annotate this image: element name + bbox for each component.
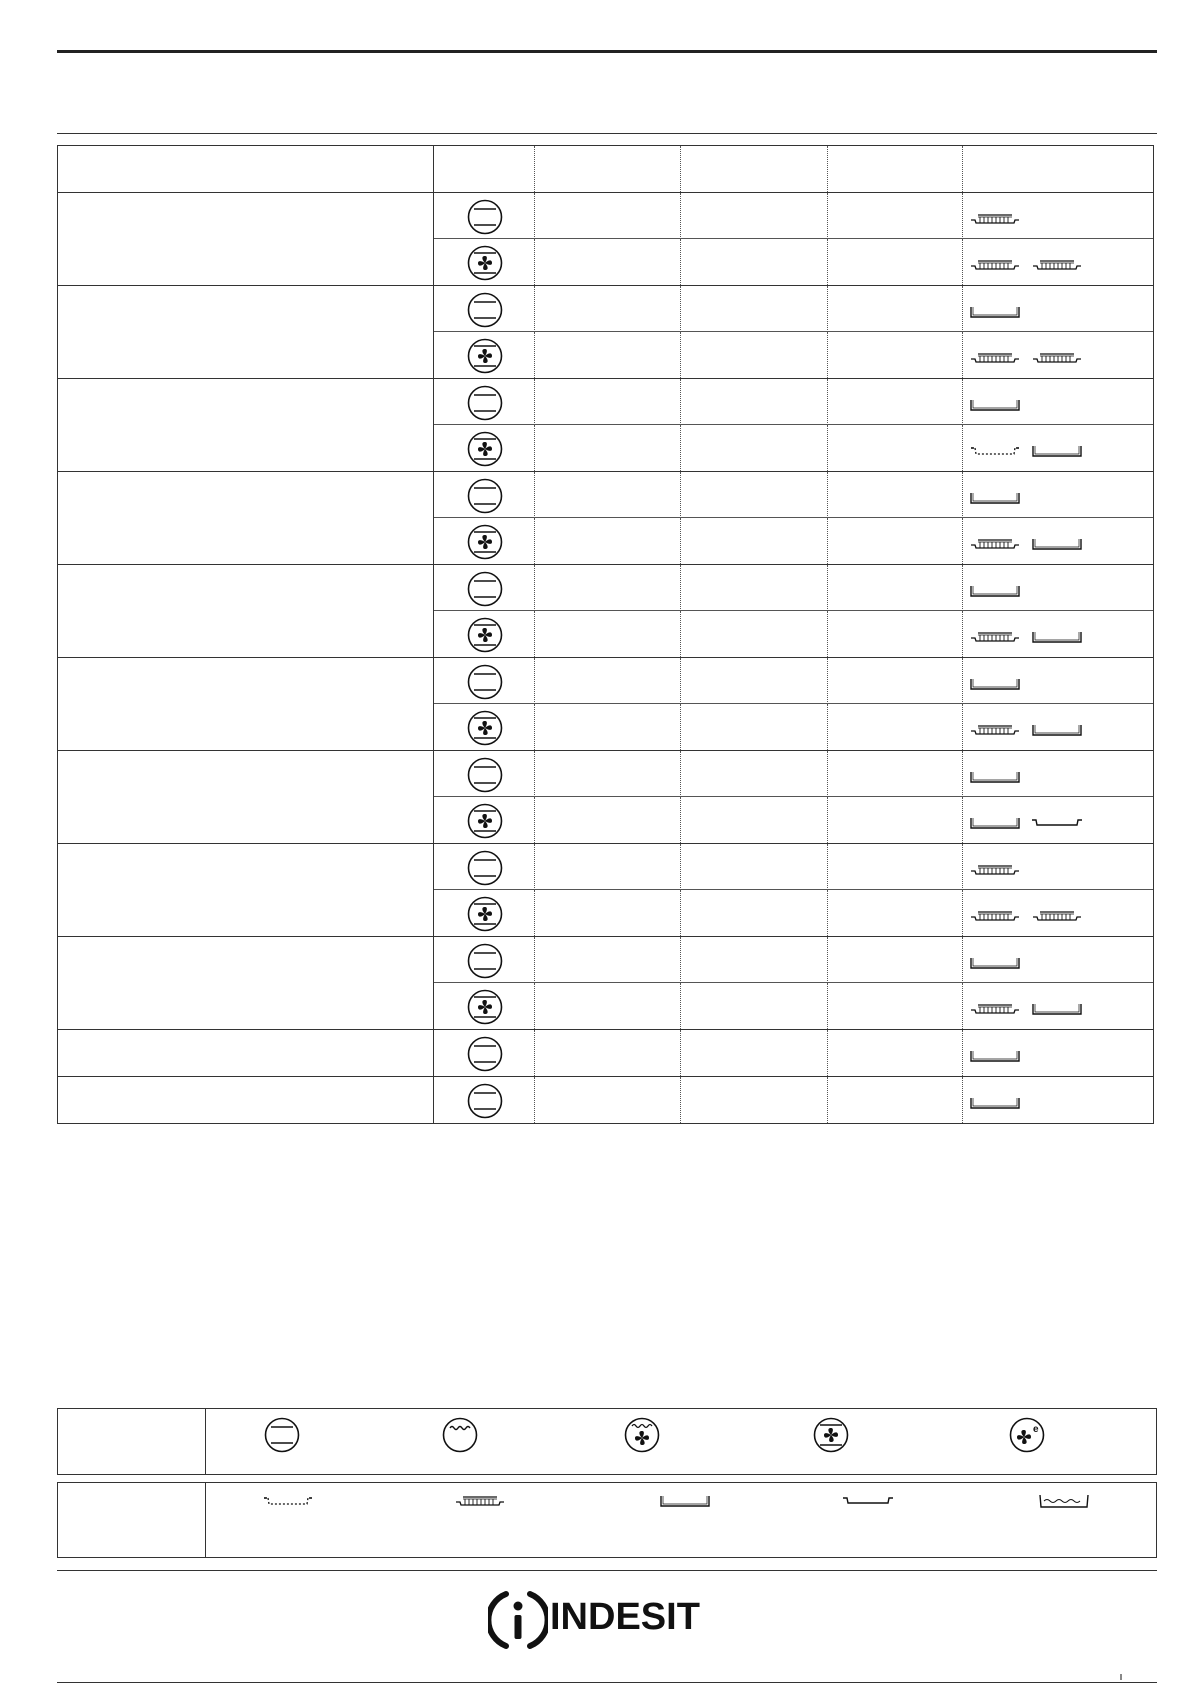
table-row-group xyxy=(58,658,1153,751)
accessory-legend-divider xyxy=(205,1483,206,1557)
table-row xyxy=(58,472,1153,518)
column-divider xyxy=(534,565,535,611)
conventional-icon xyxy=(467,385,503,421)
column-divider xyxy=(680,239,681,285)
bottom-rule xyxy=(57,1682,1157,1683)
column-divider xyxy=(962,844,963,890)
baking-tray-icon xyxy=(1031,443,1083,459)
column-divider xyxy=(534,937,535,983)
column-divider xyxy=(962,286,963,332)
header-column-divider xyxy=(433,146,434,192)
forced-air-icon xyxy=(467,338,503,374)
header-cell xyxy=(58,146,59,147)
function-legend-title xyxy=(58,1409,59,1410)
column-divider xyxy=(680,425,681,471)
forced-air-icon xyxy=(467,896,503,932)
wire-shelf-icon xyxy=(454,1494,506,1508)
column-divider xyxy=(680,658,681,704)
column-divider xyxy=(680,937,681,983)
table-row xyxy=(58,1030,1153,1076)
table-row xyxy=(58,1077,1153,1123)
wire-shelf-icon xyxy=(969,211,1021,227)
forced-air-icon xyxy=(467,617,503,653)
brand-wordmark: INDESIT xyxy=(550,1596,700,1638)
column-divider xyxy=(433,751,434,797)
wire-shelf-icon xyxy=(969,1001,1021,1017)
forced-air-icon xyxy=(467,710,503,746)
column-divider xyxy=(680,565,681,611)
column-divider xyxy=(827,890,828,936)
column-divider xyxy=(433,611,434,657)
conventional-icon xyxy=(467,1083,503,1119)
column-divider xyxy=(534,658,535,704)
column-divider xyxy=(534,472,535,518)
column-divider xyxy=(962,518,963,564)
column-divider xyxy=(680,751,681,797)
column-divider xyxy=(433,332,434,378)
column-divider xyxy=(534,518,535,564)
baking-tray-icon xyxy=(969,815,1021,831)
drip-tray-icon xyxy=(842,1494,894,1508)
column-divider xyxy=(962,239,963,285)
baking-tray-icon xyxy=(969,397,1021,413)
baking-tray-icon xyxy=(969,955,1021,971)
column-divider xyxy=(827,751,828,797)
conventional-icon xyxy=(467,478,503,514)
forced-air-icon xyxy=(813,1417,849,1453)
column-divider xyxy=(680,1077,681,1123)
column-divider xyxy=(433,472,434,518)
column-divider xyxy=(534,890,535,936)
column-divider xyxy=(962,704,963,750)
drip-tray-icon xyxy=(1031,815,1083,831)
table-row-group xyxy=(58,565,1153,658)
table-row-group xyxy=(58,379,1153,472)
column-divider xyxy=(827,844,828,890)
column-divider xyxy=(534,379,535,425)
baking-tray-icon xyxy=(969,769,1021,785)
cooking-table xyxy=(57,145,1154,1124)
column-divider xyxy=(433,704,434,750)
column-divider xyxy=(962,937,963,983)
baking-tray-icon xyxy=(969,1048,1021,1064)
column-divider xyxy=(433,379,434,425)
wire-shelf-icon xyxy=(969,908,1021,924)
column-divider xyxy=(534,332,535,378)
column-divider xyxy=(534,704,535,750)
table-row xyxy=(58,565,1153,611)
table-row-group xyxy=(58,193,1153,286)
water-tray-icon xyxy=(1038,1494,1090,1508)
baking-tray-icon xyxy=(1031,1001,1083,1017)
grill-rack-icon xyxy=(969,443,1021,459)
baking-tray-icon xyxy=(1031,629,1083,645)
header-cell xyxy=(58,146,59,147)
conventional-icon xyxy=(467,199,503,235)
column-divider xyxy=(534,797,535,843)
conventional-icon xyxy=(467,757,503,793)
baking-tray-icon xyxy=(969,304,1021,320)
table-row-group xyxy=(58,937,1153,1030)
column-divider xyxy=(433,425,434,471)
baking-tray-icon xyxy=(1031,536,1083,552)
table-row xyxy=(58,332,1153,378)
column-divider xyxy=(433,518,434,564)
baking-tray-icon xyxy=(969,1095,1021,1111)
table-row xyxy=(58,890,1153,936)
column-divider xyxy=(680,332,681,378)
baking-tray-icon xyxy=(969,676,1021,692)
header-rule xyxy=(57,133,1157,134)
header-column-divider xyxy=(534,146,535,192)
column-divider xyxy=(962,1077,963,1123)
conventional-icon xyxy=(467,1036,503,1072)
column-divider xyxy=(962,797,963,843)
column-divider xyxy=(534,983,535,1029)
column-divider xyxy=(433,286,434,332)
column-divider xyxy=(680,983,681,1029)
wire-shelf-icon xyxy=(969,257,1021,273)
column-divider xyxy=(534,286,535,332)
forced-air-icon xyxy=(467,245,503,281)
column-divider xyxy=(680,518,681,564)
column-divider xyxy=(433,193,434,239)
column-divider xyxy=(680,379,681,425)
forced-air-icon xyxy=(467,431,503,467)
conventional-icon xyxy=(467,292,503,328)
wire-shelf-icon xyxy=(969,629,1021,645)
table-row xyxy=(58,518,1153,564)
table-row-group xyxy=(58,286,1153,379)
header-cell xyxy=(58,146,59,147)
function-legend-divider xyxy=(205,1409,206,1474)
table-row-group xyxy=(58,472,1153,565)
wire-shelf-icon xyxy=(969,350,1021,366)
column-divider xyxy=(534,193,535,239)
conventional-icon xyxy=(467,571,503,607)
wire-shelf-icon xyxy=(1031,908,1083,924)
column-divider xyxy=(962,751,963,797)
column-divider xyxy=(827,1077,828,1123)
logo-emblem-icon xyxy=(488,1588,548,1652)
table-row xyxy=(58,379,1153,425)
footer-rule xyxy=(57,1570,1157,1571)
column-divider xyxy=(534,611,535,657)
table-row xyxy=(58,286,1153,332)
column-divider xyxy=(962,332,963,378)
header-cell xyxy=(58,146,59,147)
column-divider xyxy=(827,565,828,611)
column-divider xyxy=(962,611,963,657)
column-divider xyxy=(962,472,963,518)
brand-logo xyxy=(488,1586,728,1656)
column-divider xyxy=(827,937,828,983)
wire-shelf-icon xyxy=(1031,257,1083,273)
column-divider xyxy=(433,658,434,704)
column-divider xyxy=(534,844,535,890)
table-row xyxy=(58,983,1153,1029)
table-row xyxy=(58,425,1153,471)
column-divider xyxy=(827,332,828,378)
header-cell xyxy=(58,146,59,147)
baking-tray-icon xyxy=(969,583,1021,599)
table-header xyxy=(58,146,1153,193)
table-row-group xyxy=(58,1030,1153,1077)
column-divider xyxy=(962,1030,963,1076)
column-divider xyxy=(433,1077,434,1123)
eco-forced-air-icon xyxy=(1009,1417,1045,1453)
column-divider xyxy=(433,890,434,936)
column-divider xyxy=(827,518,828,564)
column-divider xyxy=(534,1077,535,1123)
column-divider xyxy=(433,983,434,1029)
column-divider xyxy=(827,239,828,285)
column-divider xyxy=(827,193,828,239)
baking-tray-icon xyxy=(969,490,1021,506)
column-divider xyxy=(962,565,963,611)
column-divider xyxy=(680,844,681,890)
conventional-icon xyxy=(467,850,503,886)
header-column-divider xyxy=(827,146,828,192)
table-row xyxy=(58,751,1153,797)
column-divider xyxy=(433,844,434,890)
column-divider xyxy=(534,1030,535,1076)
column-divider xyxy=(433,797,434,843)
accessory-legend xyxy=(57,1482,1157,1558)
table-row xyxy=(58,658,1153,704)
column-divider xyxy=(827,611,828,657)
table-row xyxy=(58,937,1153,983)
baking-tray-icon xyxy=(1031,722,1083,738)
wire-shelf-icon xyxy=(969,536,1021,552)
column-divider xyxy=(827,472,828,518)
baking-tray-icon xyxy=(659,1494,711,1508)
column-divider xyxy=(680,1030,681,1076)
table-row xyxy=(58,704,1153,750)
table-row-group xyxy=(58,844,1153,937)
wire-shelf-icon xyxy=(969,722,1021,738)
table-row-group xyxy=(58,1077,1153,1123)
grill-icon xyxy=(442,1417,478,1453)
column-divider xyxy=(962,890,963,936)
function-legend xyxy=(57,1408,1157,1475)
top-rule xyxy=(57,50,1157,53)
conventional-icon xyxy=(467,664,503,700)
column-divider xyxy=(827,797,828,843)
column-divider xyxy=(680,611,681,657)
wire-shelf-icon xyxy=(1031,350,1083,366)
wire-shelf-icon xyxy=(969,862,1021,878)
column-divider xyxy=(962,425,963,471)
table-row xyxy=(58,611,1153,657)
forced-air-icon xyxy=(467,803,503,839)
column-divider xyxy=(534,239,535,285)
column-divider xyxy=(680,286,681,332)
table-row xyxy=(58,844,1153,890)
table-row xyxy=(58,193,1153,239)
column-divider xyxy=(433,565,434,611)
header-column-divider xyxy=(962,146,963,192)
column-divider xyxy=(962,983,963,1029)
column-divider xyxy=(827,704,828,750)
column-divider xyxy=(680,890,681,936)
conventional-icon xyxy=(264,1417,300,1453)
column-divider xyxy=(433,937,434,983)
forced-air-icon xyxy=(467,989,503,1025)
grill-rack-icon xyxy=(262,1494,314,1508)
column-divider xyxy=(827,1030,828,1076)
table-row xyxy=(58,239,1153,285)
page-corner-mark xyxy=(1118,1674,1124,1680)
column-divider xyxy=(534,751,535,797)
accessory-legend-title xyxy=(58,1483,59,1484)
header-column-divider xyxy=(680,146,681,192)
column-divider xyxy=(827,379,828,425)
table-row-group xyxy=(58,751,1153,844)
column-divider xyxy=(827,983,828,1029)
column-divider xyxy=(680,797,681,843)
column-divider xyxy=(827,425,828,471)
column-divider xyxy=(962,658,963,704)
column-divider xyxy=(680,472,681,518)
column-divider xyxy=(680,704,681,750)
column-divider xyxy=(433,1030,434,1076)
column-divider xyxy=(827,658,828,704)
forced-air-grill-icon xyxy=(624,1417,660,1453)
forced-air-icon xyxy=(467,524,503,560)
header-cell xyxy=(58,146,59,147)
conventional-icon xyxy=(467,943,503,979)
column-divider xyxy=(680,193,681,239)
column-divider xyxy=(534,425,535,471)
column-divider xyxy=(962,193,963,239)
column-divider xyxy=(962,379,963,425)
table-row xyxy=(58,797,1153,843)
column-divider xyxy=(827,286,828,332)
column-divider xyxy=(433,239,434,285)
